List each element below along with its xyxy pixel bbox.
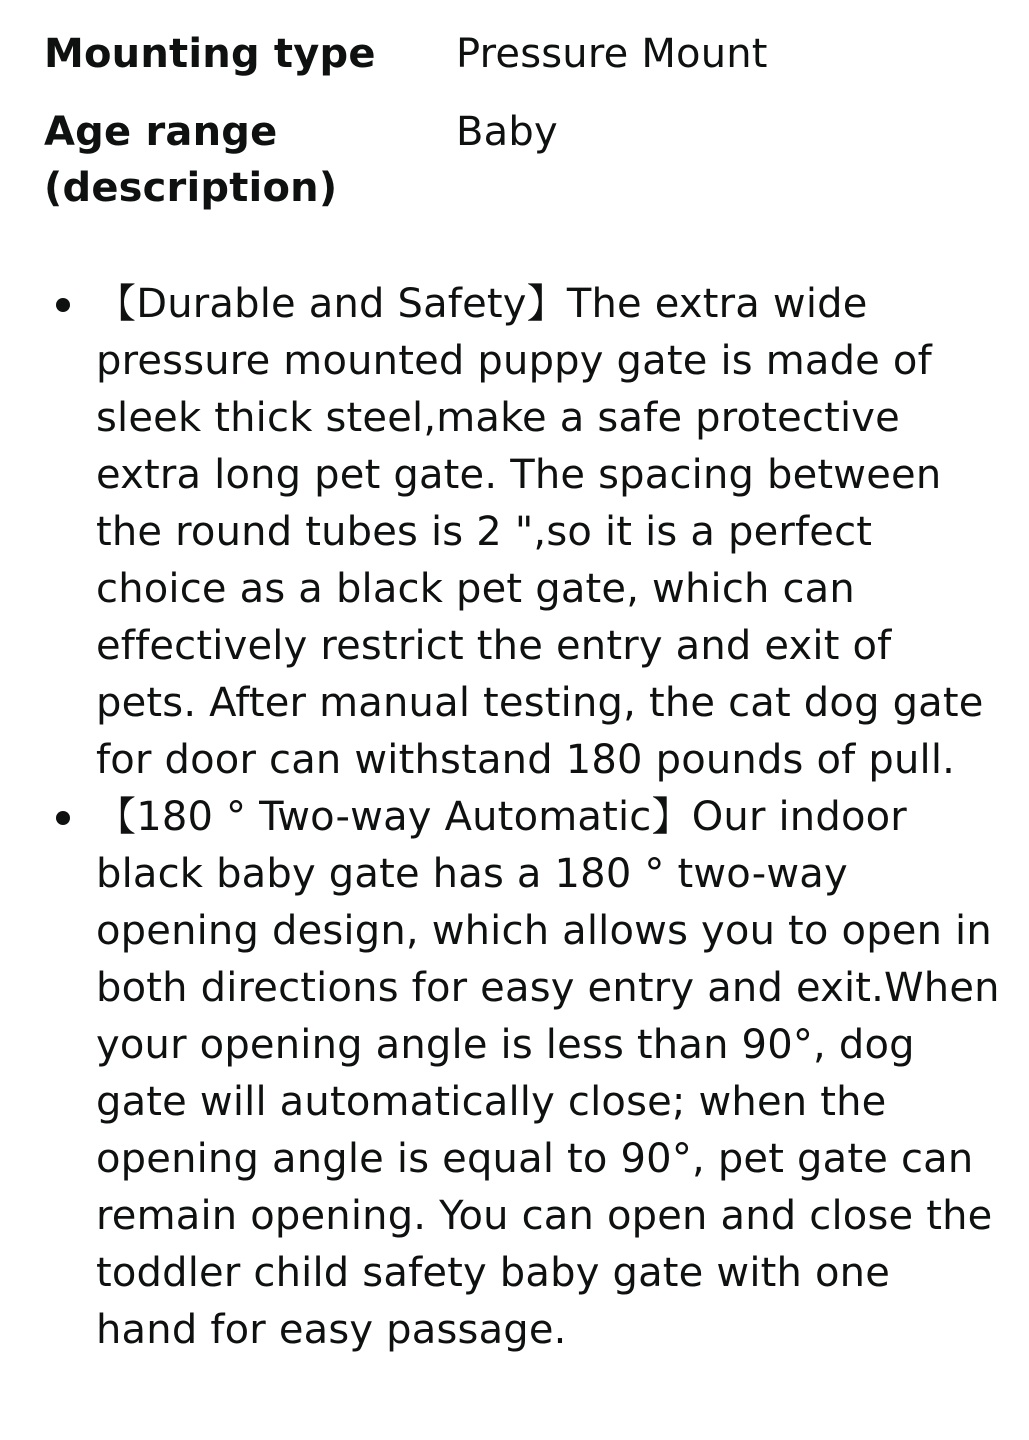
bullet-icon [56, 298, 70, 312]
bullet-text: 【Durable and Safety】The extra wide pressure mounted puppy gate is made of sleek thick steel,make a safe protective extra long pet gate. The spacing between the round tubes is 2 ",so it is a perfect choice as a black pet gate, which can effectively restrict the entry and exit of pets. After manual testing, the cat dog gate for door can withstand 180 pounds of pull. [96, 281, 984, 783]
feature-bullet-durable-safety [44, 276, 1004, 789]
bullet-icon [56, 811, 70, 825]
feature-bullets-list [44, 276, 1004, 1359]
product-specs-table [44, 26, 994, 238]
spec-row-mounting-type [44, 26, 994, 82]
spec-value: Baby [456, 109, 558, 155]
spec-value: Pressure Mount [456, 31, 768, 77]
bullet-text: 【180 ° Two-way Automatic】Our indoor black baby gate has a 180 ° two-way opening design, which allows you to open in both directions for easy entry and exit.When your opening angle is less than 90°, dog gate will automatically close; when the opening angle is equal to 90°, pet gate can remain opening. You can open and close the toddler child safety baby gate with one hand for easy passage. [96, 794, 1000, 1353]
spec-row-age-range [44, 104, 994, 216]
feature-bullet-two-way-automatic [44, 789, 1004, 1359]
spec-label: Age range (description) [44, 109, 338, 211]
spec-label: Mounting type [44, 31, 376, 77]
